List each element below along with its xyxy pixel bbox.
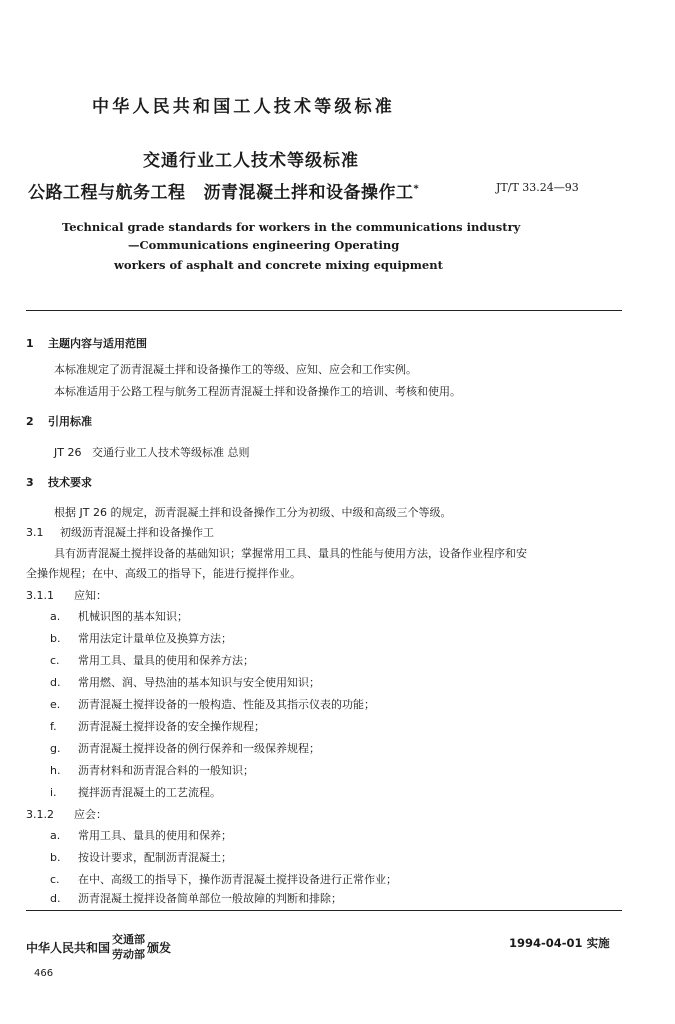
section-1-para1: 本标准规定了沥青混凝土拌和设备操作工的等级、应知、应会和工作实例。	[54, 363, 417, 376]
list-item	[50, 740, 320, 756]
list-item-label: g.	[50, 742, 61, 755]
list-item-label: c.	[50, 873, 60, 886]
list-item	[50, 890, 342, 906]
subsection-3-1-1-heading	[26, 587, 107, 603]
document-title-line1: 交通行业工人技术等级标准	[143, 151, 359, 171]
list-item-label: a.	[50, 829, 61, 842]
list-item-text: 常用燃、润、导热油的基本知识与安全使用知识；	[78, 676, 320, 689]
title-part-a: 公路工程与航务工程	[28, 183, 186, 203]
english-title-line3: workers of asphalt and concrete mixing equipment	[114, 258, 443, 272]
section-1-heading	[26, 335, 147, 351]
issuer-stack	[112, 932, 145, 962]
list-item	[50, 871, 397, 887]
section-2-heading	[26, 413, 92, 429]
reference-title: 交通行业工人技术等级标准 总则	[91, 446, 250, 459]
section-title: 引用标准	[48, 415, 92, 428]
subsection-3-1-para-line2: 全操作规程；在中、高级工的指导下，能进行搅拌作业。	[26, 567, 301, 580]
section-3-intro: 根据 JT 26 的规定，沥青混凝土拌和设备操作工分为初级、中级和高级三个等级。	[54, 506, 452, 519]
list-item-label: e.	[50, 698, 61, 711]
subsection-title: 应知：	[74, 589, 107, 602]
document-title-line2	[28, 178, 419, 203]
list-item-text: 常用法定计量单位及换算方法；	[78, 632, 232, 645]
section-title: 技术要求	[48, 476, 92, 489]
section-number: 3	[26, 476, 34, 489]
issuing-authority	[26, 932, 171, 962]
list-item-text: 沥青混凝土搅拌设备的一般构造、性能及其指示仪表的功能；	[78, 698, 375, 711]
series-title: 中华人民共和国工人技术等级标准	[92, 97, 395, 117]
page-number: 466	[34, 968, 54, 979]
list-item-label: b.	[50, 851, 61, 864]
list-item-label: b.	[50, 632, 61, 645]
list-item-label: c.	[50, 654, 60, 667]
list-item	[50, 784, 221, 800]
list-item	[50, 849, 232, 865]
list-item-text: 沥青材料和沥青混合料的一般知识；	[78, 764, 254, 777]
list-item	[50, 674, 320, 690]
subsection-number: 3.1.2	[26, 808, 54, 821]
section-1-para2: 本标准适用于公路工程与航务工程沥青混凝土拌和设备操作工的培训、考核和使用。	[54, 385, 461, 398]
subsection-number: 3.1.1	[26, 589, 54, 602]
list-item-label: i.	[50, 786, 57, 799]
subsection-3-1-2-heading	[26, 806, 107, 822]
issuer-labour-ministry: 劳动部	[112, 948, 146, 961]
list-item-text: 常用工具、量具的使用和保养；	[78, 829, 232, 842]
subsection-title: 应会：	[74, 808, 107, 821]
country-name: 中华人民共和国	[26, 940, 111, 955]
title-footnote-mark: *	[413, 183, 420, 195]
list-item	[50, 827, 232, 843]
list-item-text: 沥青混凝土搅拌设备的例行保养和一级保养规程；	[78, 742, 320, 755]
reference-entry	[54, 444, 249, 460]
subsection-3-1-heading	[26, 524, 214, 540]
list-item-label: h.	[50, 764, 61, 777]
standard-code: JT/T 33.24—93	[496, 181, 579, 194]
bottom-divider	[26, 910, 622, 911]
list-item-text: 沥青混凝土搅拌设备简单部位一般故障的判断和排除；	[78, 892, 342, 905]
section-number: 1	[26, 337, 34, 350]
effective-date: 1994-04-01 实施	[509, 936, 610, 950]
list-item-text: 搅拌沥青混凝土的工艺流程。	[78, 786, 221, 799]
list-item-text: 按设计要求，配制沥青混凝土；	[78, 851, 232, 864]
english-title-line1: Technical grade standards for workers in the communications industry	[62, 220, 521, 234]
issuer-transport-ministry: 交通部	[112, 933, 146, 946]
list-item-text: 常用工具、量具的使用和保养方法；	[78, 654, 254, 667]
title-part-b: 沥青混凝土拌和设备操作工	[203, 183, 414, 203]
list-item	[50, 630, 232, 646]
list-item-text: 机械识图的基本知识；	[78, 610, 188, 623]
list-item-label: a.	[50, 610, 61, 623]
list-item-label: d.	[50, 892, 61, 905]
list-item	[50, 652, 254, 668]
issued-label: 颁发	[147, 940, 172, 955]
reference-code: JT 26	[54, 446, 82, 459]
list-item	[50, 608, 188, 624]
list-item-text: 沥青混凝土搅拌设备的安全操作规程；	[78, 720, 265, 733]
list-item-label: f.	[50, 720, 57, 733]
section-title: 主题内容与适用范围	[48, 337, 147, 350]
list-item-text: 在中、高级工的指导下，操作沥青混凝土搅拌设备进行正常作业；	[78, 873, 397, 886]
list-item-label: d.	[50, 676, 61, 689]
top-divider	[26, 310, 622, 311]
list-item	[50, 718, 265, 734]
list-item	[50, 696, 375, 712]
section-number: 2	[26, 415, 34, 428]
section-3-heading	[26, 474, 92, 490]
subsection-title: 初级沥青混凝土拌和设备操作工	[60, 526, 214, 539]
subsection-number: 3.1	[26, 526, 44, 539]
list-item	[50, 762, 254, 778]
english-title-line2: —Communications engineering Operating	[128, 238, 400, 252]
subsection-3-1-para-line1: 具有沥青混凝土搅拌设备的基础知识；掌握常用工具、量具的性能与使用方法，设备作业程序和安	[54, 547, 527, 560]
